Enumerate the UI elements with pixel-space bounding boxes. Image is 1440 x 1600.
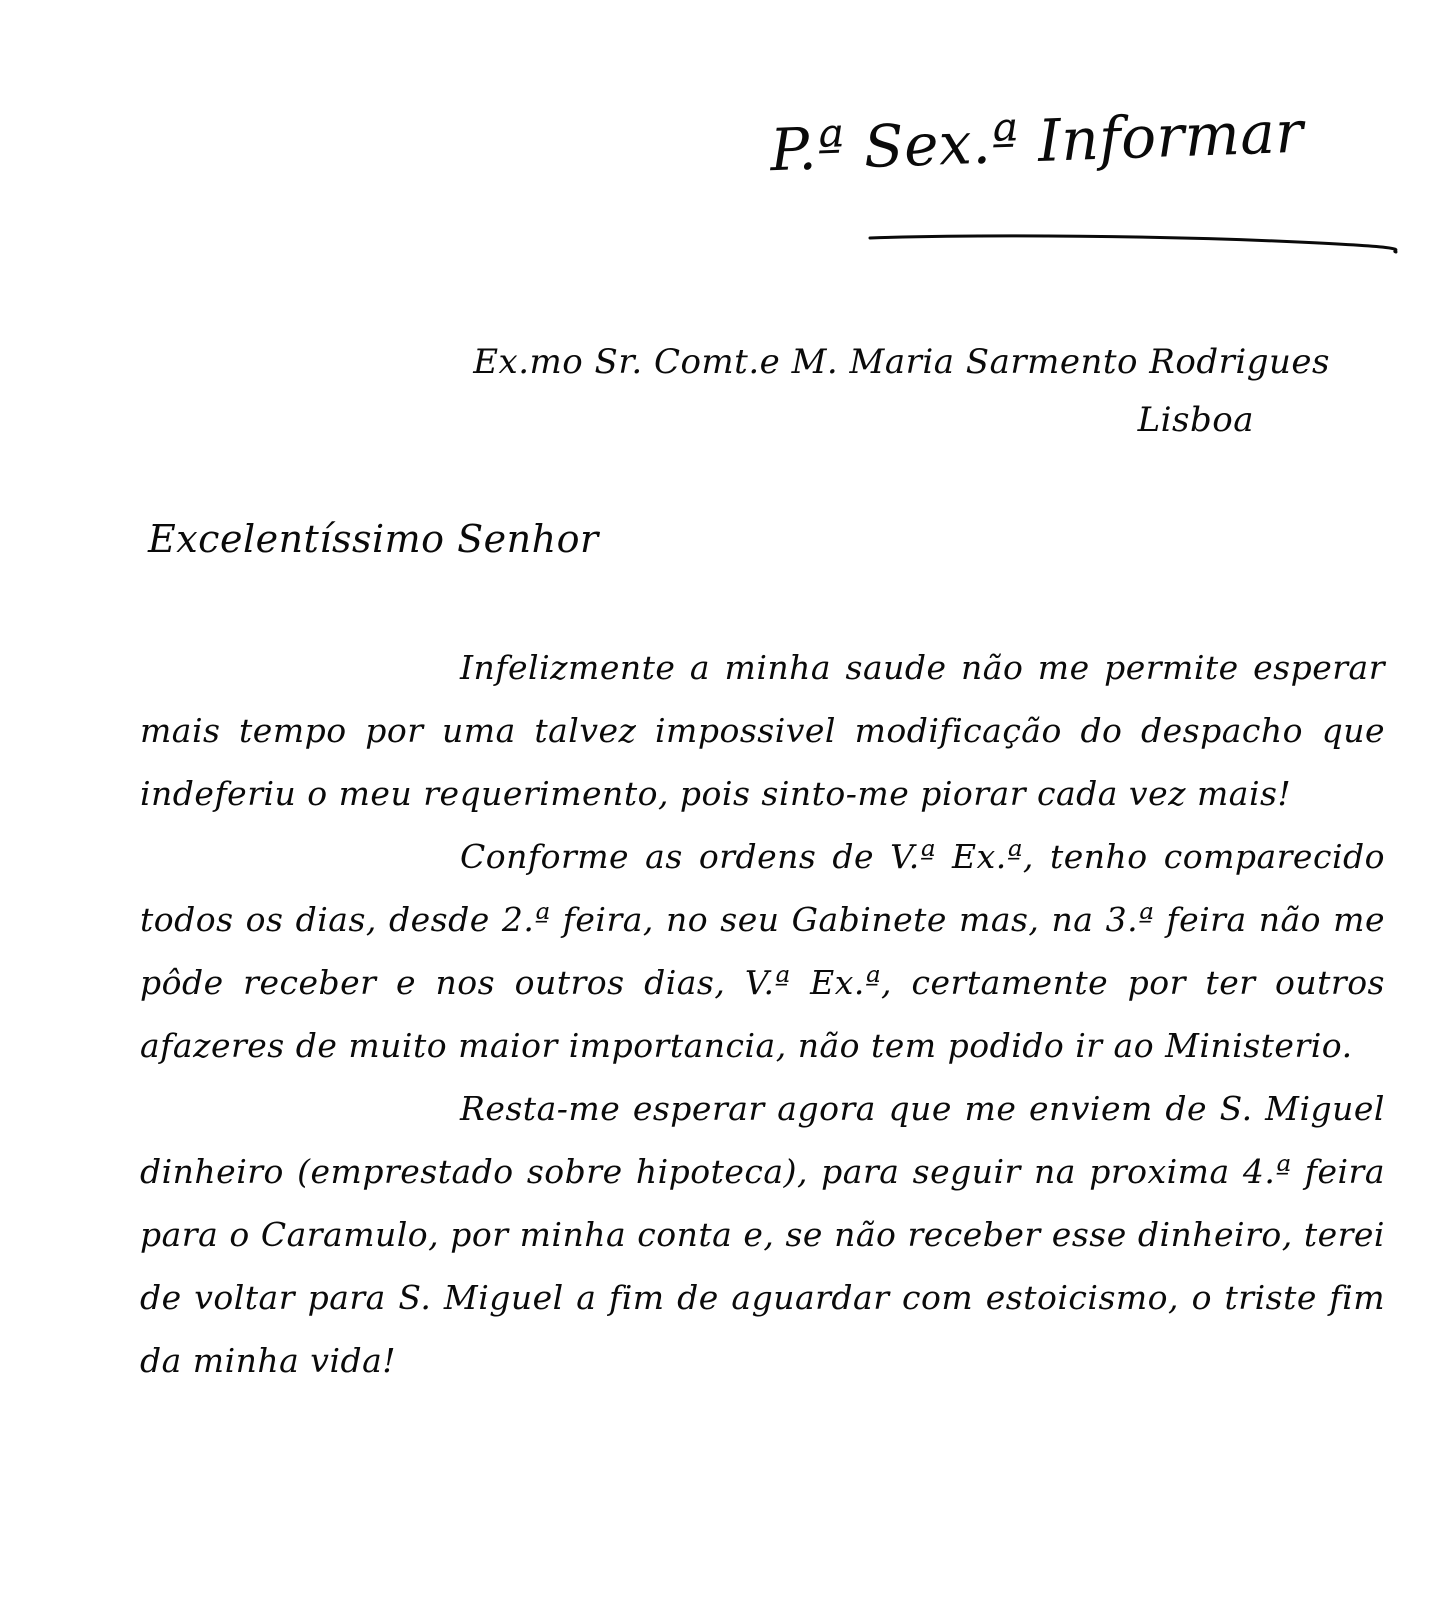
recipient-city: Lisboa	[1137, 400, 1254, 440]
margin-annotation: P.ª Sex.ª Informar	[768, 97, 1305, 185]
paragraph: Resta-me esperar agora que me enviem de S. Miguel dinheiro (emprestado sobre hipoteca), para seguir na proxima 4.ª feira para o Caramulo, por minha conta e, se não receber esse dinheiro, terei de voltar para S. Miguel a fim de aguardar com estoicismo, o triste fim da minha vida!	[140, 1089, 1385, 1380]
paragraph: Conforme as ordens de V.ª Ex.ª, tenho comparecido todos os dias, desde 2.ª feira, no seu Gabinete mas, na 3.ª feira não me pôde receber e nos outros dias, V.ª Ex.ª, certamente por ter outros afazeres de muito maior importancia, não tem podido ir ao Ministerio.	[140, 837, 1385, 1065]
paragraph: Infelizmente a minha saude não me permite esperar mais tempo por uma talvez impossivel modificação do despacho que indeferiu o meu requerimento, pois sinto-me piorar cada vez mais!	[140, 648, 1385, 813]
recipient-address: Ex.mo Sr. Comt.e M. Maria Sarmento Rodrigues	[473, 342, 1330, 382]
letter-body	[140, 636, 1385, 1392]
salutation: Excelentíssimo Senhor	[148, 517, 599, 561]
annotation-underline	[868, 232, 1398, 254]
